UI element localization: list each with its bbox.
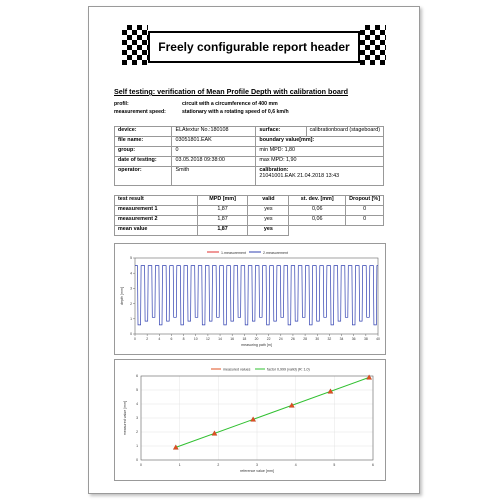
calibration-label: calibration: xyxy=(259,167,289,173)
calibration-value: 21041001.EAK 21.04.2018 13:43 xyxy=(259,173,340,179)
x-tick-label: 32 xyxy=(327,337,332,341)
mean-label: mean value xyxy=(115,226,198,236)
x-tick-label: 16 xyxy=(230,337,235,341)
operator-value: Smith xyxy=(172,167,256,186)
x-tick-label: 28 xyxy=(303,337,307,341)
plot-area xyxy=(135,258,378,334)
results-header-stdev: st. dev. [mm] xyxy=(289,196,346,206)
y-tick-label: 4 xyxy=(136,402,138,407)
row2-mpd: 1,87 xyxy=(197,216,248,226)
x-tick-label: 38 xyxy=(363,337,368,341)
operator-label: operator: xyxy=(115,167,172,186)
results-table xyxy=(114,195,384,236)
results-header-valid: valid xyxy=(248,196,289,206)
profile-chart xyxy=(114,243,386,355)
surface-value: calibrationboard (stageboard) xyxy=(306,127,383,137)
y-tick-label: 3 xyxy=(130,286,132,291)
calibration-cell xyxy=(256,167,384,186)
y-tick-label: 5 xyxy=(130,256,132,261)
x-tick-label: 5 xyxy=(333,463,336,467)
x-tick-label: 24 xyxy=(278,337,283,341)
results-header-mpd: MPD [mm] xyxy=(197,196,248,206)
legend-label-2: factor 0,999 (valid) (R: 1,0) xyxy=(267,367,310,372)
group-value: 0 xyxy=(172,147,256,157)
x-axis-label: measuring path [m] xyxy=(241,343,272,347)
x-axis-label: reference value [mm] xyxy=(240,469,274,473)
mean-valid: yes xyxy=(248,226,289,236)
legend-label-1: measured values xyxy=(223,367,251,372)
x-tick-label: 1 xyxy=(178,463,181,467)
x-tick-label: 2 xyxy=(146,337,149,341)
date-label: date of testing: xyxy=(115,157,172,167)
data-point xyxy=(367,375,372,380)
x-tick-label: 2 xyxy=(217,463,220,467)
speed-line xyxy=(114,109,289,115)
max-mpd: max MPD: 1,90 xyxy=(256,157,384,167)
row2-valid: yes xyxy=(248,216,289,226)
y-axis-label: measured value [mm] xyxy=(123,400,127,436)
table-row xyxy=(115,216,384,226)
table-row xyxy=(115,226,384,236)
results-header-test: test result xyxy=(115,196,198,206)
x-tick-label: 36 xyxy=(351,337,356,341)
date-value: 03.05.2018 09:38:00 xyxy=(172,157,256,167)
row1-stdev: 0,06 xyxy=(289,206,346,216)
surface-label: surface: xyxy=(256,127,306,137)
checker-flag-right xyxy=(360,25,386,65)
x-tick-label: 30 xyxy=(315,337,320,341)
x-tick-label: 10 xyxy=(193,337,198,341)
mean-mpd: 1,87 xyxy=(197,226,248,236)
x-tick-label: 14 xyxy=(218,337,222,341)
report-page xyxy=(88,6,420,494)
row2-label: measurement 2 xyxy=(115,216,198,226)
y-tick-label: 3 xyxy=(136,416,138,421)
profile-chart-svg xyxy=(115,244,385,354)
series-line-2 xyxy=(135,266,378,325)
y-tick-label: 1 xyxy=(136,444,138,449)
x-tick-label: 8 xyxy=(182,337,185,341)
y-tick-label: 1 xyxy=(130,317,132,321)
results-header-dropout: Dropout [%] xyxy=(346,196,384,206)
y-tick-label: 6 xyxy=(136,374,138,379)
file-label: file name: xyxy=(115,137,172,147)
report-header xyxy=(122,25,386,65)
row1-valid: yes xyxy=(248,206,289,216)
y-tick-label: 0 xyxy=(130,332,132,337)
profile-label: profil: xyxy=(114,101,129,107)
device-value: ELAtextur No.:180108 xyxy=(172,127,256,137)
row1-mpd: 1,87 xyxy=(197,206,248,216)
y-tick-label: 4 xyxy=(130,271,132,276)
y-tick-label: 5 xyxy=(136,388,138,393)
info-table xyxy=(114,126,384,186)
profile-value: circuit with a circumference of 400 mm xyxy=(182,101,278,107)
x-tick-label: 0 xyxy=(134,337,136,341)
x-tick-label: 18 xyxy=(242,337,247,341)
row2-dropout: 0 xyxy=(346,216,384,226)
row1-dropout: 0 xyxy=(346,206,384,216)
calibration-chart xyxy=(114,359,386,481)
boundary-label: boundary value[mm]: xyxy=(256,137,384,147)
x-tick-label: 6 xyxy=(372,463,374,467)
speed-label: measurement speed: xyxy=(114,109,166,115)
file-value: 03051801.EAK xyxy=(172,137,256,147)
legend-label-1: 1.measurement xyxy=(221,251,246,255)
row2-stdev: 0,06 xyxy=(289,216,346,226)
report-title: Self testing: verification of Mean Profile Depth with calibration board xyxy=(114,87,349,96)
x-tick-label: 4 xyxy=(294,463,297,467)
min-mpd: min MPD: 1,80 xyxy=(256,147,384,157)
x-tick-label: 3 xyxy=(256,463,258,467)
device-label: device: xyxy=(115,127,172,137)
x-tick-label: 4 xyxy=(158,337,161,341)
y-tick-label: 0 xyxy=(136,458,138,463)
x-tick-label: 0 xyxy=(140,463,142,467)
legend-label-2: 2.measurement xyxy=(263,251,288,255)
x-tick-label: 6 xyxy=(170,337,173,341)
y-tick-label: 2 xyxy=(136,430,138,435)
profile-line xyxy=(114,101,278,107)
x-tick-label: 20 xyxy=(254,337,259,341)
row1-label: measurement 1 xyxy=(115,206,198,216)
y-axis-label: depth [mm] xyxy=(120,287,124,305)
x-tick-label: 12 xyxy=(206,337,210,341)
speed-value: stationary with a rotating speed of 0,6 km/h xyxy=(182,109,289,115)
x-tick-label: 40 xyxy=(376,337,380,341)
fit-line xyxy=(176,377,369,447)
group-label: group: xyxy=(115,147,172,157)
x-tick-label: 34 xyxy=(339,337,344,341)
x-tick-label: 22 xyxy=(266,337,271,341)
calibration-chart-svg xyxy=(115,360,385,480)
header-title: Freely configurable report header xyxy=(148,31,360,63)
y-tick-label: 2 xyxy=(130,301,132,306)
table-row xyxy=(115,206,384,216)
x-tick-label: 26 xyxy=(291,337,295,341)
checker-flag-left xyxy=(122,25,148,65)
